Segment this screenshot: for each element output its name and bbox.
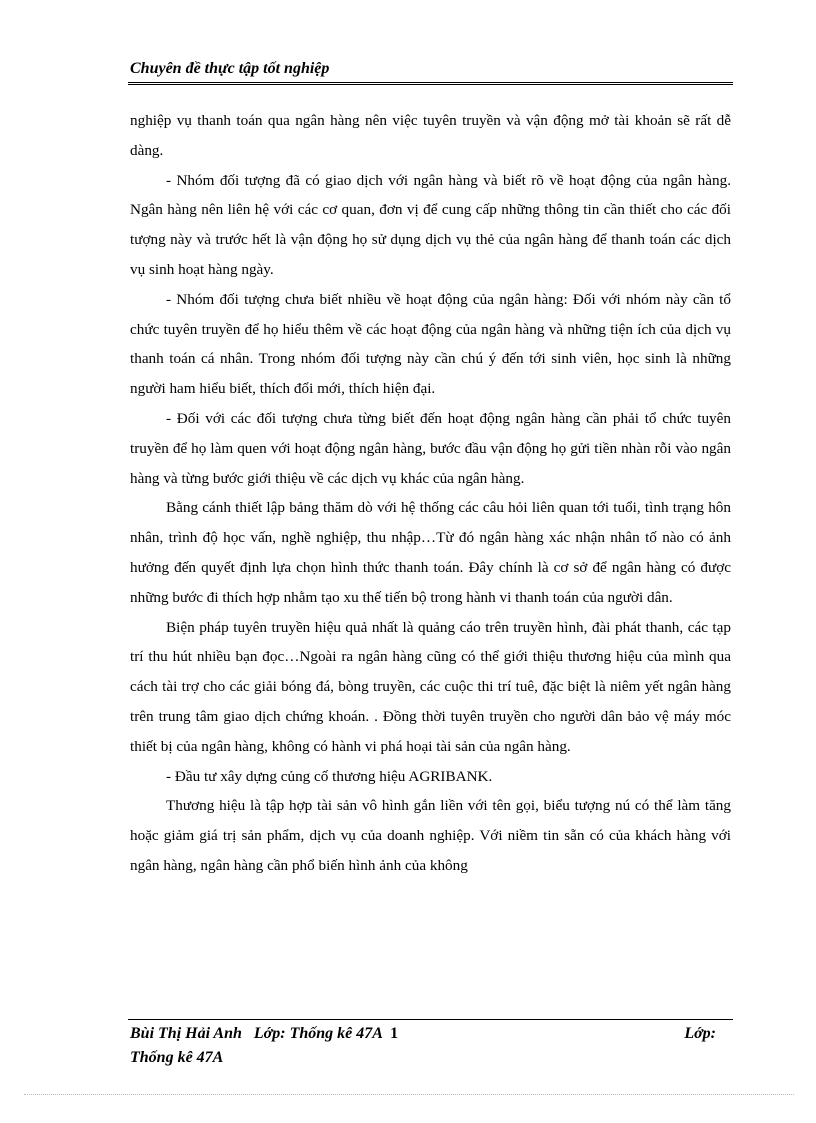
- paragraph: Biện pháp tuyên truyền hiệu quả nhất là quảng cáo trên truyền hình, đài phát thanh, các tạp trí thu hút nhiều bạn đọc…Ngoài ra ngân hàng cũng có thể giới thiệu thương hiệu của mình qua cách tài trợ cho các giải bóng đá, bòng truyền, các cuộc thi trí tuê, đặc biệt là niêm yết ngân hàng trên trung tâm giao dịch chứng khoán. . Đồng thời tuyên truyền cho người dân bảo vệ máy móc thiết bị của ngân hàng, không có hành vi phá hoại tài sản của ngân hàng.: [130, 618, 731, 755]
- paragraph: - Đối với các đối tượng chưa từng biết đến hoạt động ngân hàng cần phải tổ chức tuyên truyền để họ làm quen với hoạt động ngân hàng, bước đầu vận động họ gửi tiền nhàn rỗi vào ngân hàng và từng bước giới thiệu về các dịch vụ khác của ngân hàng.: [130, 409, 731, 487]
- paragraph: nghiệp vụ thanh toán qua ngân hàng nên việc tuyên truyền và vận động mở tài khoản sẽ rất dễ dàng.: [130, 112, 731, 159]
- footer-line-2: Thống kê 47A: [130, 1049, 224, 1066]
- footer-author: Bùi Thị Hải Anh: [130, 1025, 242, 1042]
- page-number: 1: [390, 1025, 399, 1042]
- paragraph: - Nhóm đối tượng chưa biết nhiều về hoạt động của ngân hàng: Đối với nhóm này cần tổ chức tuyên truyền để họ hiểu thêm về các hoạt động của ngân hàng và những tiện ích của dịch vụ thanh toán cá nhân. Trong nhóm đối tượng này cần chú ý đến tới sinh viên, học sinh là những người ham hiểu biết, thích đổi mới, thích hiện đại.: [130, 290, 731, 398]
- paragraph: Thương hiệu là tập hợp tài sản vô hình gắn liền với tên gọi, biểu tượng nú có thể làm tăng hoặc giảm giá trị sản phẩm, dịch vụ của doanh nghiệp. Với niềm tin sẵn có của khách hàng với ngân hàng, ngân hàng cần phổ biến hình ảnh của không: [130, 797, 731, 874]
- body-text: [130, 106, 731, 881]
- footer: [130, 1022, 730, 1070]
- footer-class-label: Lớp: Thống kê 47A: [253, 1025, 383, 1042]
- header-double-rule: [128, 82, 733, 85]
- paragraph: - Nhóm đối tượng đã có giao dịch với ngân hàng và biết rõ về hoạt động của ngân hàng. Ngân hàng nên liên hệ với các cơ quan, đơn vị để cung cấp những thông tin cần thiết cho các đối tượng này và trước hết là vận động họ sử dụng dịch vụ thẻ của ngân hàng để thanh toán các dịch vụ sinh hoạt hàng ngày.: [130, 171, 731, 278]
- footer-right-label: Lớp:: [684, 1025, 716, 1042]
- page-break-dotted-line: [24, 1094, 794, 1095]
- paragraph: - Đầu tư xây dựng củng cố thương hiệu AGRIBANK.: [166, 767, 493, 785]
- paragraph: Bằng cánh thiết lập bảng thăm dò với hệ thống các câu hỏi liên quan tới tuổi, tình trạng hôn nhân, trình độ học vấn, nghề nghiệp, thu nhập…Từ đó ngân hàng xác nhận nhân tố nào có ảnh hưởng đến quyết định lựa chọn hình thức thanh toán. Đây chính là cơ sở để ngân hàng có được những bước đi thích hợp nhằm tạo xu thế tiến bộ trong hành vi thanh toán của người dân.: [130, 499, 731, 606]
- header-title: Chuyên đề thực tập tốt nghiệp: [130, 60, 330, 77]
- footer-line-1: [130, 1022, 730, 1046]
- footer-rule: [128, 1019, 733, 1020]
